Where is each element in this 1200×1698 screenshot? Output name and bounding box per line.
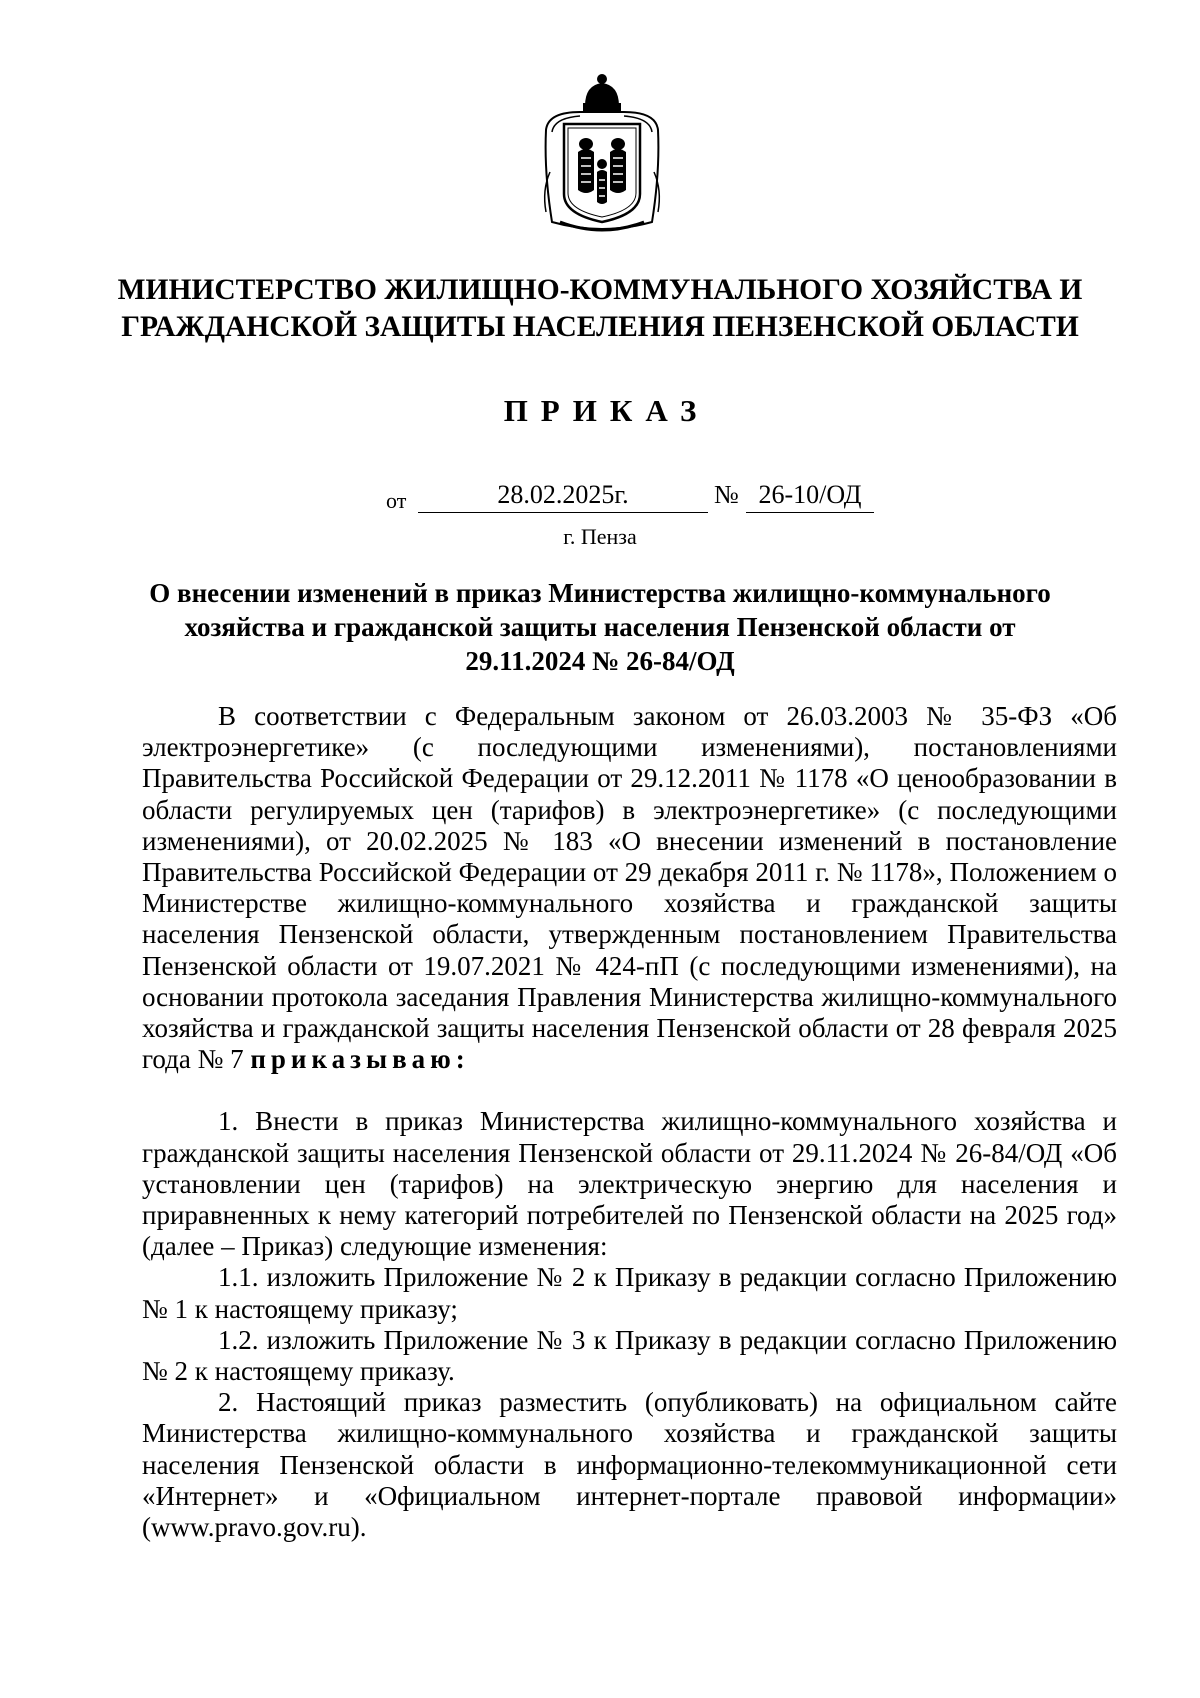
coat-of-arms-emblem <box>540 72 664 236</box>
number-sign: № <box>714 480 739 509</box>
date-number-line <box>0 480 1200 520</box>
order-date: 28.02.2025г. <box>418 480 708 513</box>
preamble-text: В соответствии с Федеральным законом от 26.03.2003 № 35-ФЗ «Об электроэнергетике» (с последующими изменениями), постановлениями Правительства Российской Федерации от 29.12.2011 № 1178 «О ценообразовании в области регулируемых цен (тарифов) в электроэнергетике» (с последующими изменениями), от 20.02.2025 № 183 «О внесении изменений в постановление Правительства Российской Федерации от 29 декабря 2011 г. № 1178», Положением о Министерстве жилищно-коммунального хозяйства и гражданской защиты населения Пензенской области, утвержденным постановлением Правительства Пензенской области от 19.07.2021 № 424-пП (с последующими изменениями), на основании протокола заседания Правления Министерства жилищно-коммунального хозяйства и гражданской защиты населения Пензенской области от 28 февраля 2025 года № 7 <box>142 701 1117 1075</box>
item-1-1-paragraph: 1.1. изложить Приложение № 2 к Приказу в редакции согласно Приложению № 1 к настоящему приказу; <box>142 1262 1117 1324</box>
subject-line-2: хозяйства и гражданской защиты населения Пензенской области от <box>184 612 1016 642</box>
document-body <box>142 701 1117 1543</box>
ministry-name-line-1: МИНИСТЕРСТВО ЖИЛИЩНО-КОММУНАЛЬНОГО ХОЗЯЙСТВА И <box>117 274 1083 306</box>
ministry-name <box>80 272 1120 346</box>
item-2-paragraph: 2. Настоящий приказ разместить (опубликовать) на официальном сайте Министерства жилищно-коммунального хозяйства и гражданской защиты населения Пензенской области в информационно-телекоммуникационной сети «Интернет» и «Официальном интернет-портале правовой информации» (www.pravo.gov.ru). <box>142 1387 1117 1543</box>
date-prefix: от <box>386 488 407 513</box>
order-number: 26-10/ОД <box>746 480 874 513</box>
item-1-2-paragraph: 1.2. изложить Приложение № 3 к Приказу в редакции согласно Приложению № 2 к настоящему приказу. <box>142 1324 1117 1387</box>
ministry-name-line-2: ГРАЖДАНСКОЙ ЗАЩИТЫ НАСЕЛЕНИЯ ПЕНЗЕНСКОЙ ОБЛАСТИ <box>121 311 1079 343</box>
subject-line-1: О внесении изменений в приказ Министерства жилищно-коммунального <box>149 578 1051 608</box>
order-verb: приказываю: <box>250 1044 470 1075</box>
city-name: г. Пенза <box>563 524 637 549</box>
preamble-paragraph <box>142 701 1117 1075</box>
order-subject <box>80 576 1120 678</box>
document-type-title: ПРИКАЗ <box>503 393 710 428</box>
item-1-paragraph: 1. Внести в приказ Министерства жилищно-коммунального хозяйства и гражданской защиты населения Пензенской области от 29.11.2024 № 26-84/ОД «Об установлении цен (тарифов) на электрическую энергию для населения и приравненных к нему категорий потребителей по Пензенской области на 2025 год» (далее – Приказ) следующие изменения: <box>142 1106 1117 1262</box>
subject-line-3: 29.11.2024 № 26-84/ОД <box>465 646 735 676</box>
